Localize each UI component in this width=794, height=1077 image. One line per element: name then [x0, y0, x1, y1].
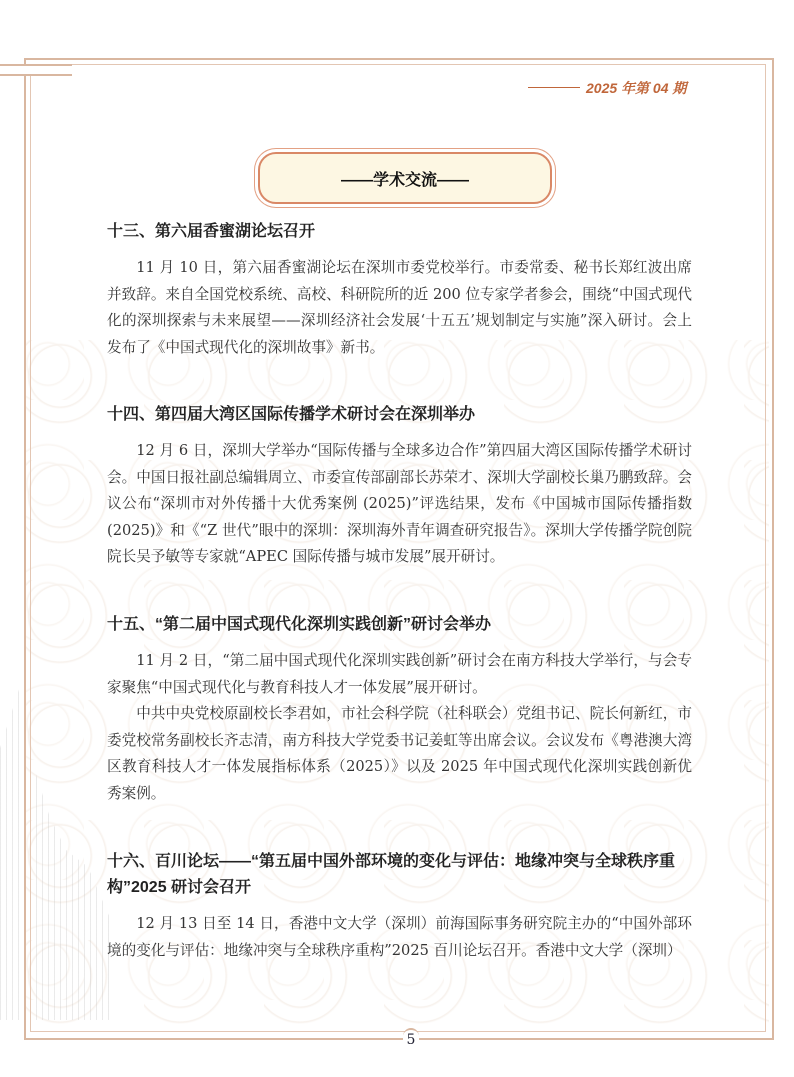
section-banner — [258, 152, 552, 204]
article-section-16 — [107, 849, 692, 964]
paragraph: 中共中央党校原副校长李君如，市社会科学院（社科联会）党组书记、院长何新红，市委党校常务副校长齐志清，南方科技大学党委书记姜虹等出席会议。会议发布《粤港澳大湾区教育科技人才一体发展指标体系（2025）》以及 2025 年中国式现代化深圳实践创新优秀案例。 — [107, 705, 692, 802]
section-heading: 十四、第四届大湾区国际传播学术研讨会在深圳举办 — [107, 406, 476, 423]
paragraph: 12 月 6 日，深圳大学举办“国际传播与全球多边合作”第四届大湾区国际传播学术研讨会。中国日报社副总编辑周立、市委宣传部副部长苏荣才、深圳大学副校长巢乃鹏致辞。会议公布“深圳市对外传播十大优秀案例 (2025)”评选结果，发布《中国城市国际传播指数 (2025)》和《“Z 世代”眼中的深圳：深圳海外青年调查研究报告》。深圳大学传播学院创院院长吴予敏等专家就“APEC 国际传播与城市发展”展开研讨。 — [107, 442, 692, 565]
paragraph: 12 月 13 日至 14 日，香港中文大学（深圳）前海国际事务研究院主办的“中国外部环境的变化与评估：地缘冲突与全球秩序重构”2025 百川论坛召开。香港中文大学（深圳） — [107, 915, 692, 959]
article-section-13 — [107, 219, 692, 361]
header-rule — [528, 87, 580, 88]
section-heading: 十五、“第二届中国式现代化深圳实践创新”研讨会举办 — [107, 616, 492, 633]
article-section-15 — [107, 612, 692, 807]
section-heading: 十三、第六届香蜜湖论坛召开 — [107, 223, 316, 240]
paragraph: 11 月 10 日，第六届香蜜湖论坛在深圳市委党校举行。市委常委、秘书长郑红波出席并致辞。来自全国党校系统、高校、科研院所的近 200 位专家学者参会，围绕“中国式现代化的深圳探索与未来展望——深圳经济社会发展‘十五五’规划制定与实施”深入研讨。会上发布了《中国式现代化的深圳故事》新书。 — [107, 259, 692, 356]
banner-title: ——学术交流—— — [340, 171, 469, 189]
issue-label: 2025 年第 04 期 — [586, 80, 687, 96]
paragraph: 11 月 2 日，“第二届中国式现代化深圳实践创新”研讨会在南方科技大学举行，与会专家聚焦“中国式现代化与教育科技人才一体发展”展开研讨。 — [107, 652, 692, 696]
section-heading: 十六、百川论坛——“第五届中国外部环境的变化与评估：地缘冲突与全球秩序重构”2025 研讨会召开 — [107, 853, 676, 896]
frame-notch — [0, 64, 72, 76]
article-section-14 — [107, 402, 692, 571]
page-number: 5 — [403, 1028, 419, 1048]
